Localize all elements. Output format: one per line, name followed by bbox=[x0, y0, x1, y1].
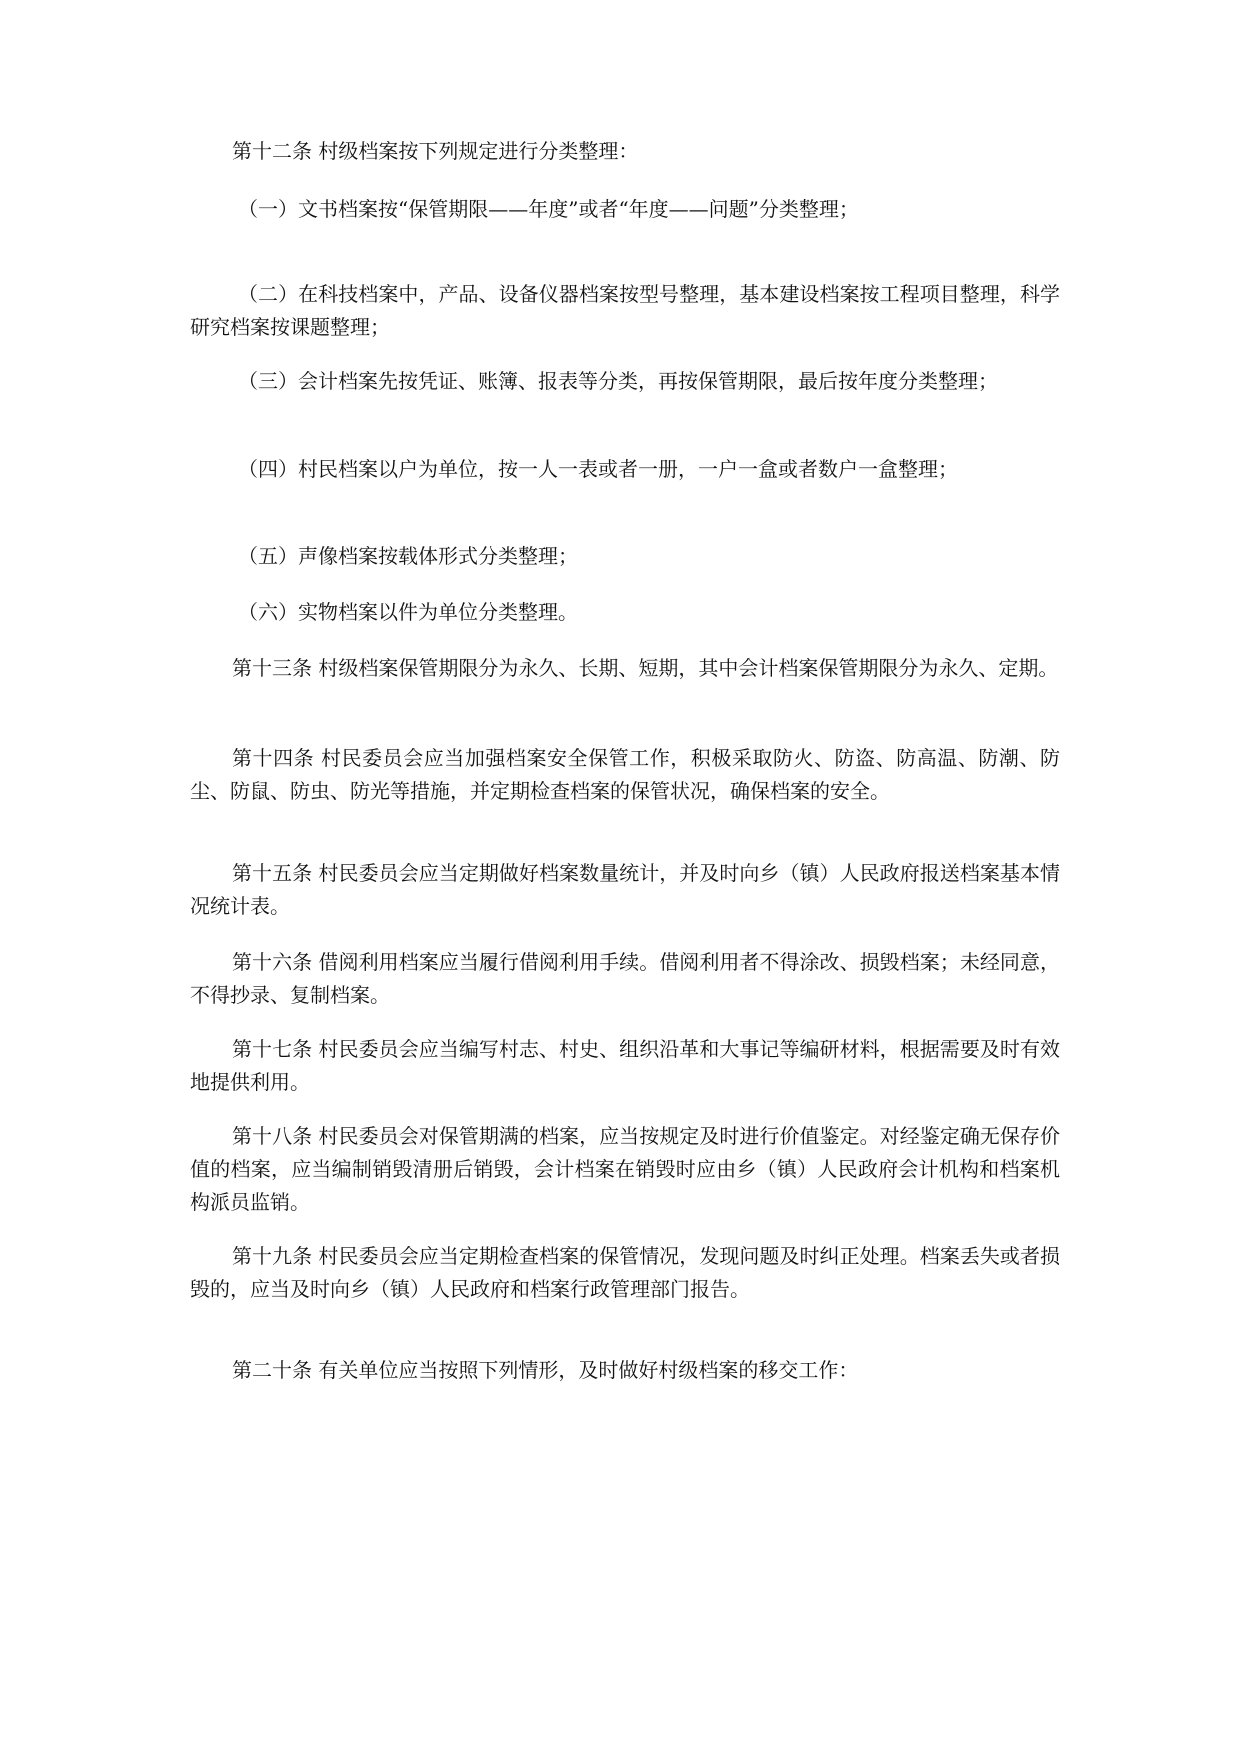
article-20: 第二十条 有关单位应当按照下列情形，及时做好村级档案的移交工作： bbox=[232, 1358, 859, 1382]
article-17: 第十七条 村民委员会应当编写村志、村史、组织沿革和大事记等编研材料，根据需要及时有效地提供利用。 bbox=[190, 1037, 1060, 1094]
article-18: 第十八条 村民委员会对保管期满的档案，应当按规定及时进行价值鉴定。对经鉴定确无保存价值的档案，应当编制销毁清册后销毁，会计档案在销毁时应由乡（镇）人民政府会计机构和档案机构派员监销。 bbox=[190, 1124, 1060, 1214]
article-14: 第十四条 村民委员会应当加强档案安全保管工作，积极采取防火、防盗、防高温、防潮、防尘、防鼠、防虫、防光等措施，并定期检查档案的保管状况，确保档案的安全。 bbox=[190, 746, 1060, 803]
item-5-audiovisual-archives: （五）声像档案按载体形式分类整理； bbox=[238, 544, 578, 568]
item-6-physical-archives: （六）实物档案以件为单位分类整理。 bbox=[238, 600, 578, 624]
item-4-villager-archives: （四）村民档案以户为单位，按一人一表或者一册，一户一盒或者数户一盒整理； bbox=[238, 457, 958, 481]
article-13: 第十三条 村级档案保管期限分为永久、长期、短期，其中会计档案保管期限分为永久、定期。 bbox=[232, 656, 1059, 680]
item-3-accounting-archives: （三）会计档案先按凭证、账簿、报表等分类，再按保管期限，最后按年度分类整理； bbox=[238, 369, 998, 393]
item-1-document-archives: （一）文书档案按“保管期限——年度”或者“年度——问题”分类整理； bbox=[238, 197, 859, 221]
article-16: 第十六条 借阅利用档案应当履行借阅利用手续。借阅利用者不得涂改、损毁档案；未经同意，不得抄录、复制档案。 bbox=[190, 950, 1060, 1007]
article-12: 第十二条 村级档案按下列规定进行分类整理： bbox=[232, 139, 639, 163]
article-19: 第十九条 村民委员会应当定期检查档案的保管情况，发现问题及时纠正处理。档案丢失或者损毁的，应当及时向乡（镇）人民政府和档案行政管理部门报告。 bbox=[190, 1244, 1060, 1301]
article-15: 第十五条 村民委员会应当定期做好档案数量统计，并及时向乡（镇）人民政府报送档案基本情况统计表。 bbox=[190, 861, 1060, 918]
item-2-tech-archives: （二）在科技档案中，产品、设备仪器档案按型号整理，基本建设档案按工程项目整理，科学研究档案按课题整理； bbox=[190, 282, 1060, 339]
